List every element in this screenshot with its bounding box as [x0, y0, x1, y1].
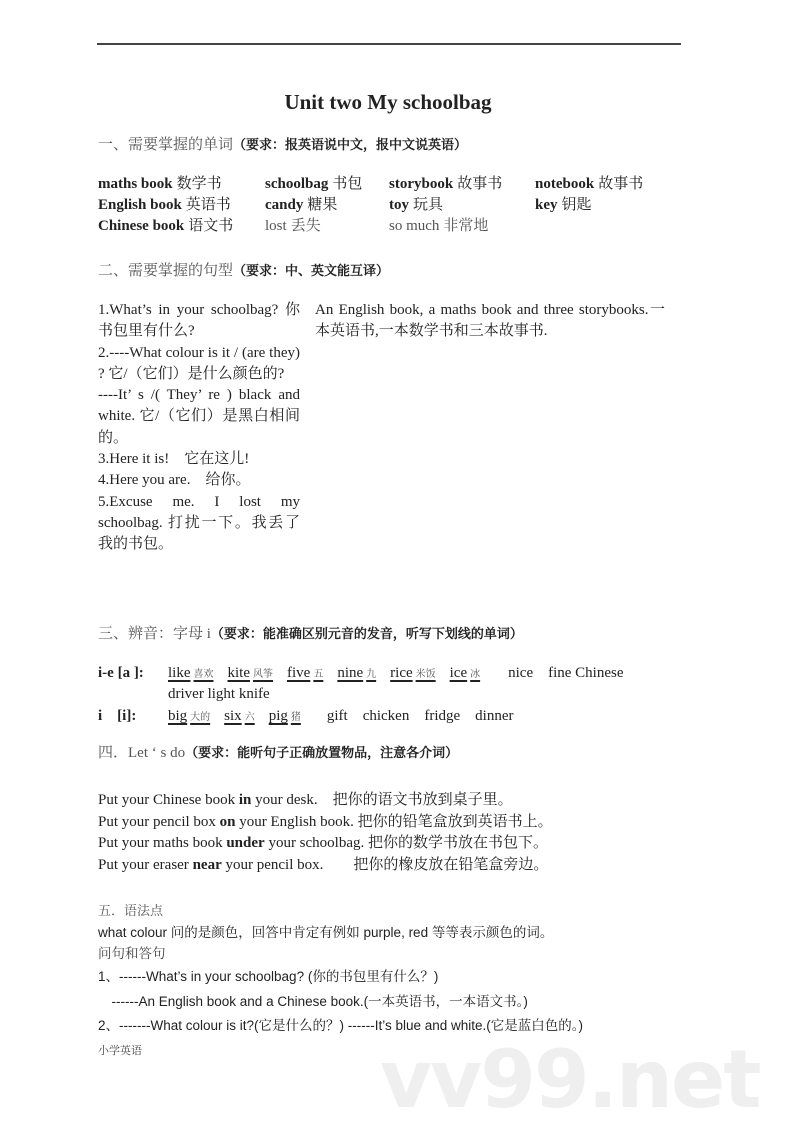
vocab-item	[265, 214, 321, 235]
ie-row	[98, 663, 624, 685]
vocab-en: key	[535, 197, 558, 213]
vocab-item	[98, 193, 231, 214]
vocab-en: English book	[98, 197, 182, 213]
word: rice	[390, 665, 413, 681]
vocab-item	[265, 193, 337, 214]
vocab-item	[389, 193, 443, 214]
grammar-note: what colour 问的是颜色，回答中肯定有例如 purple, red 等等表示颜色的词。	[98, 925, 554, 940]
i-underlined-words	[168, 708, 315, 724]
i-rest: gift chicken fridge dinner	[326, 708, 514, 724]
vocab-zh: 钥匙	[561, 197, 592, 213]
word-gloss: 九	[366, 669, 377, 680]
sentence-part: your desk. 把你的语文书放到桌子里。	[251, 792, 513, 808]
section-5-heading: 五．语法点	[98, 903, 164, 918]
sentence: 3.Here it is! 它在这儿!	[98, 451, 250, 468]
vocab-item	[389, 214, 488, 235]
section-1-heading	[98, 133, 467, 154]
vocab-en: Chinese book	[98, 218, 185, 234]
vocab-item	[389, 172, 502, 193]
page-title: Unit two My schoolbag	[284, 90, 492, 114]
i-row	[98, 706, 513, 728]
vocab-en: storybook	[389, 176, 454, 192]
ie-label: i-e [a ]:	[98, 665, 144, 681]
vocab-zh: 书包	[332, 176, 363, 192]
heading-text: 四．Let ‘ s do	[98, 745, 186, 761]
section-2-heading	[98, 259, 389, 280]
preposition: near	[192, 856, 222, 873]
word-gloss: 五	[313, 669, 324, 680]
requirement: （要求：能准确区别元音的发音，听写下划线的单词）	[210, 627, 523, 642]
sentence: 4.Here you are. 给你。	[98, 472, 251, 489]
sentence-list	[98, 300, 300, 556]
word: pig	[268, 708, 288, 724]
word: big	[168, 708, 188, 724]
heading-text: 一、需要掌握的单词	[98, 137, 234, 153]
vocab-en: so much	[389, 218, 440, 234]
sentence-part: Put your maths book	[98, 835, 227, 851]
grammar-line: 2、-------What colour is it?(它是什么的？) ------It’s blue and white.(它是蓝白色的。)	[98, 1018, 584, 1033]
word-gloss: 大的	[190, 712, 211, 723]
sentence-part: your English book. 把你的铅笔盒放到英语书上。	[235, 813, 553, 830]
word: six	[224, 708, 242, 724]
vocab-zh: 非常地	[443, 218, 489, 234]
requirement: （要求：能听句子正确放置物品，注意各介词）	[185, 746, 459, 761]
word: kite	[227, 665, 250, 681]
ie-underlined-words	[168, 665, 494, 681]
preposition: in	[238, 792, 252, 808]
vocab-en: schoolbag	[265, 176, 329, 192]
vocab-en: lost	[265, 218, 287, 234]
sentence-part: your pencil box. 把你的橡皮放在铅笔盒旁边。	[221, 856, 549, 873]
vocab-zh: 数学书	[176, 176, 222, 192]
vocab-en: candy	[265, 197, 304, 213]
lets-do-line	[98, 855, 548, 876]
preposition: under	[226, 835, 265, 851]
word-gloss: 猪	[290, 712, 301, 723]
vocab-zh: 玩具	[413, 197, 444, 213]
grammar-line: 1、------What’s in your schoolbag? (你的书包里有什么？)	[98, 969, 439, 984]
requirement: （要求：报英语说中文，报中文说英语）	[233, 138, 468, 153]
heading-text: 三、辨音：字母 i	[98, 626, 211, 642]
word-gloss: 冰	[470, 669, 481, 680]
word-gloss: 风筝	[253, 669, 273, 680]
vocab-zh: 故事书	[457, 176, 503, 192]
ie-line2: driver light knife	[168, 686, 270, 702]
requirement: （要求：中、英文能互译）	[233, 264, 390, 279]
word: five	[287, 665, 311, 681]
vocab-item	[98, 214, 233, 235]
sentence-part: Put your Chinese book	[98, 792, 239, 808]
word-gloss: 六	[244, 712, 255, 723]
vocab-zh: 英语书	[185, 197, 231, 213]
word: like	[168, 665, 191, 681]
word: nine	[337, 665, 364, 681]
word-gloss: 喜欢	[193, 669, 214, 680]
vocab-zh: 丢失	[290, 218, 321, 234]
vocab-zh: 故事书	[598, 176, 644, 192]
section-3-heading	[98, 622, 523, 643]
sentence: 2.----What colour is it / (are they) ? 它/（它们）是什么颜色的?	[98, 344, 300, 382]
answer-text: An English book, a maths book and three storybooks.一本英语书,一本数学书和三本故事书.	[315, 302, 665, 340]
vocab-en: notebook	[535, 176, 595, 192]
ie-rest: nice fine Chinese	[508, 665, 624, 681]
vocab-en: maths book	[98, 176, 173, 192]
vocab-item	[98, 172, 222, 193]
vocab-item	[535, 193, 592, 214]
lets-do-line	[98, 833, 548, 854]
word: ice	[449, 665, 468, 681]
sentence-part: your schoolbag. 把你的数学书放在书包下。	[264, 835, 549, 851]
vocab-zh: 语文书	[188, 218, 234, 234]
grammar-line: ------An English book and a Chinese book.(一本英语书，一本语文书。)	[98, 994, 528, 1009]
vocab-zh: 糖果	[307, 197, 338, 213]
footer-label: 小学英语	[98, 1045, 142, 1057]
lets-do-line	[98, 812, 553, 833]
word-gloss: 米饭	[415, 669, 436, 680]
sentence: ----It’ s /( They’ re ) black and white. 它/（它们）是黑白相间的。	[98, 387, 300, 446]
sentence: 1.What’s in your schoolbag? 你书包里有什么?	[98, 302, 300, 340]
watermark: vv99.net	[380, 1033, 760, 1126]
grammar-sub: 问句和答句	[98, 946, 166, 961]
sentence-part: Put your eraser	[98, 856, 193, 873]
section-4-heading	[98, 741, 458, 762]
sentence-part: Put your pencil box	[98, 813, 220, 830]
preposition: on	[219, 813, 236, 830]
sentence: 5.Excuse me. I lost my schoolbag. 打扰一下。我丢了我的书包。	[98, 493, 300, 553]
i-label: i [i]:	[98, 708, 137, 724]
vocab-en: toy	[389, 197, 409, 213]
header-rule	[97, 43, 681, 45]
heading-text: 二、需要掌握的句型	[98, 263, 234, 279]
vocab-item	[265, 172, 362, 193]
vocab-item	[535, 172, 643, 193]
lets-do-line	[98, 790, 513, 811]
